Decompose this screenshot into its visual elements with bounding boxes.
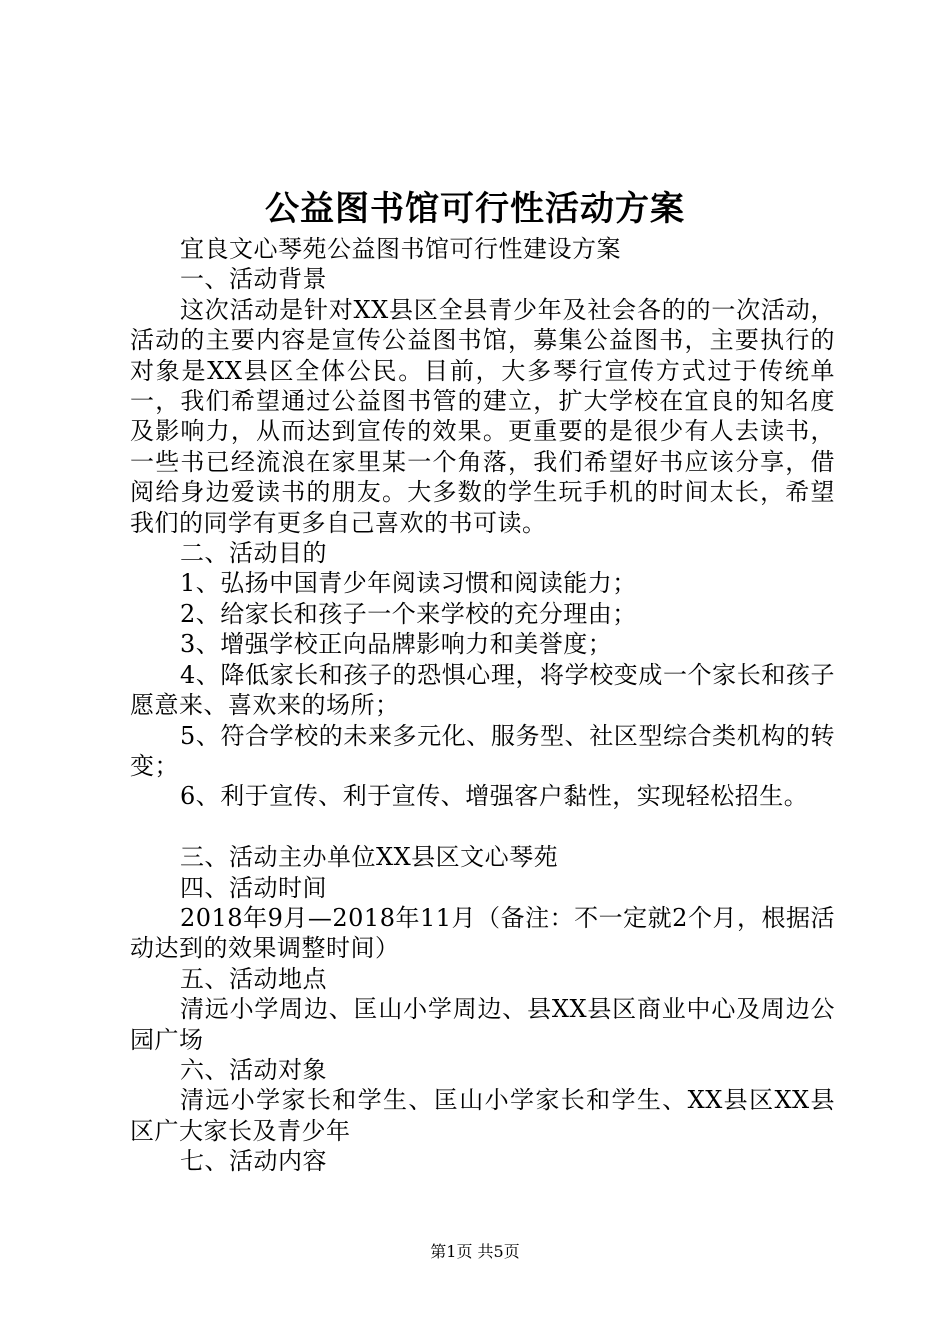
blank-line — [130, 812, 835, 842]
section-heading-organizer: 三、活动主办单位XX县区文心琴苑 — [180, 843, 559, 872]
document-body — [130, 234, 835, 1177]
section-heading-time: 四、活动时间 — [180, 873, 327, 902]
time-paragraph: 2018年9月—2018年11月（备注：不一定就2个月，根据活动达到的效果调整时间） — [130, 903, 835, 963]
section-heading-background: 一、活动背景 — [180, 265, 327, 294]
page-indicator: 第1页 共5页 — [430, 1242, 520, 1261]
section-heading-purpose: 二、活动目的 — [180, 539, 327, 568]
purpose-item-2: 2、给家长和孩子一个来学校的充分理由； — [180, 599, 637, 628]
section-heading-content: 七、活动内容 — [180, 1147, 327, 1176]
purpose-item-4: 4、降低家长和孩子的恐惧心理，将学校变成一个家长和孩子愿意来、喜欢来的场所； — [130, 660, 835, 720]
subtitle-paragraph: 宜良文心琴苑公益图书馆可行性建设方案 — [180, 235, 621, 263]
document-title: 公益图书馆可行性活动方案 — [265, 189, 685, 229]
purpose-item-6: 6、利于宣传、利于宣传、增强客户黏性，实现轻松招生。 — [180, 782, 809, 811]
audience-paragraph: 清远小学家长和学生、匡山小学家长和学生、XX县区XX县区广大家长及青少年 — [130, 1086, 835, 1145]
section-heading-audience: 六、活动对象 — [180, 1055, 327, 1084]
purpose-item-5: 5、符合学校的未来多元化、服务型、社区型综合类机构的转变； — [130, 721, 835, 780]
background-paragraph: 这次活动是针对XX县区全县青少年及社会各的的一次活动，活动的主要内容是宣传公益图书馆，募集公益图书，主要执行的对象是XX县区全体公民。目前，大多琴行宣传方式过于传统单一，我们希望通过公益图书管的建立，扩大学校在宜良的知名度及影响力，从而达到宣传的效果。更重要的是很少有人去读书，一些书已经流浪在家里某一个角落，我们希望好书应该分享，借阅给身边爱读书的朋友。大多数的学生玩手机的时间太长，希望我们的同学有更多自己喜欢的书可读。 — [130, 295, 835, 537]
purpose-item-3: 3、增强学校正向品牌影响力和美誉度； — [180, 630, 613, 659]
location-paragraph: 清远小学周边、匡山小学周边、县XX县区商业中心及周边公园广场 — [130, 995, 835, 1054]
section-heading-location: 五、活动地点 — [180, 964, 327, 993]
purpose-item-1: 1、弘扬中国青少年阅读习惯和阅读能力； — [180, 569, 637, 598]
